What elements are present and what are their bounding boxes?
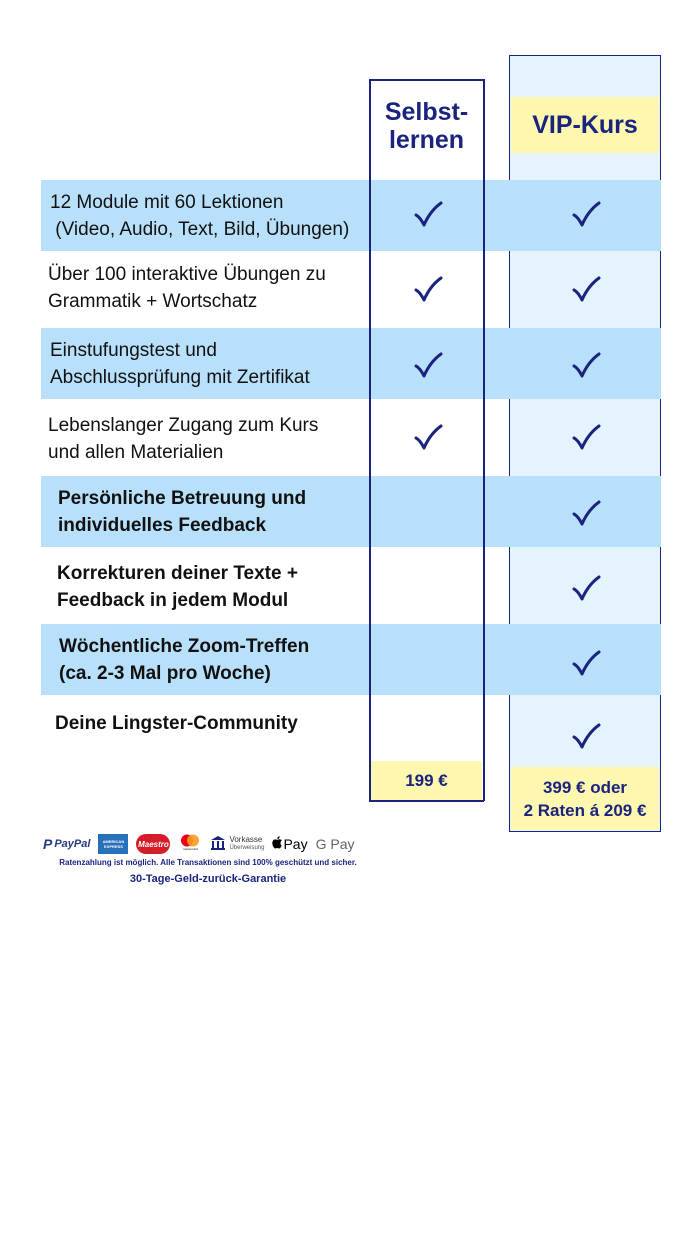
feature-8-line1: Deine Lingster-Community — [55, 713, 298, 734]
amex-logo — [98, 834, 128, 854]
feature-5-line2: individuelles Feedback — [58, 515, 267, 536]
check-icon — [571, 499, 601, 529]
self-title-line1: Selbst- — [384, 98, 469, 126]
self-column-border-left — [369, 79, 371, 801]
feature-7-line2: (ca. 2-3 Mal pro Woche) — [59, 663, 271, 684]
self-price: 199 € — [371, 761, 482, 800]
check-icon — [571, 649, 601, 679]
self-column-bg-8 — [370, 695, 483, 761]
apple-pay-text: Pay — [283, 836, 308, 852]
vip-price-line2: 2 Raten á 209 € — [523, 800, 647, 820]
check-icon — [413, 351, 443, 381]
check-icon — [571, 574, 601, 604]
feature-6-line2: Feedback in jedem Modul — [57, 590, 289, 611]
check-icon — [413, 423, 443, 453]
mastercard-text: mastercard — [182, 847, 198, 851]
feature-row-7 — [59, 633, 309, 687]
check-icon — [413, 200, 443, 230]
feature-2-line2: Grammatik + Wortschatz — [48, 291, 258, 312]
self-title-line2: lernen — [388, 126, 465, 154]
ueberweisung-text: Überweisung — [229, 845, 265, 851]
feature-7-line1: Wöchentliche Zoom-Treffen — [59, 636, 310, 657]
check-icon — [571, 351, 601, 381]
feature-4-line1: Lebenslanger Zugang zum Kurs — [48, 415, 319, 436]
check-icon — [571, 722, 601, 752]
paypal-logo: P PayPal — [43, 836, 91, 852]
feature-6-line1: Korrekturen deiner Texte + — [57, 563, 298, 584]
check-icon — [571, 423, 601, 453]
google-pay-logo — [316, 834, 355, 854]
feature-3-line2: Abschlussprüfung mit Zertifikat — [50, 367, 310, 388]
feature-row-5 — [58, 485, 306, 539]
self-column-border-top — [369, 79, 484, 81]
feature-row-1 — [50, 189, 349, 243]
amex-text: AMERICAN EXPRESS — [102, 839, 125, 849]
feature-row-6 — [57, 560, 298, 614]
maestro-logo — [136, 834, 170, 854]
maestro-text: Maestro — [138, 839, 169, 849]
bank-transfer-logo — [210, 834, 264, 854]
self-band-7 — [370, 624, 483, 695]
payment-note: Ratenzahlung ist möglich. Alle Transaktionen sind 100% geschützt und sicher. — [59, 858, 357, 867]
vip-price — [511, 767, 659, 830]
check-icon — [413, 275, 443, 305]
feature-5-line1: Persönliche Betreuung und — [58, 488, 307, 509]
self-column-bg-6 — [370, 547, 483, 624]
payment-methods — [43, 833, 355, 855]
feature-2-line1: Über 100 interaktive Übungen zu — [48, 264, 326, 285]
feature-row-3 — [50, 337, 310, 391]
self-column-title — [369, 98, 484, 154]
apple-icon — [272, 836, 283, 852]
check-icon — [571, 200, 601, 230]
apple-pay-logo — [272, 834, 307, 854]
self-column-border-bottom — [369, 800, 484, 802]
feature-1-line1: 12 Module mit 60 Lektionen — [50, 192, 284, 213]
mastercard-logo — [178, 834, 202, 854]
vip-column-title: VIP-Kurs — [511, 97, 659, 153]
feature-row-4 — [48, 412, 318, 466]
feature-row-2 — [48, 261, 326, 315]
feature-row-8 — [55, 710, 298, 737]
money-back-guarantee: 30-Tage-Geld-zurück-Garantie — [129, 873, 287, 885]
self-band-5 — [370, 476, 483, 547]
feature-4-line2: und allen Materialien — [48, 442, 224, 463]
self-column-border-right — [483, 79, 485, 801]
check-icon — [571, 275, 601, 305]
feature-1-line2: (Video, Audio, Text, Bild, Übungen) — [50, 219, 350, 240]
vip-price-line1: 399 € oder — [542, 777, 628, 797]
vorkasse-text: Vorkasse — [229, 835, 263, 844]
bank-icon — [210, 835, 226, 854]
feature-3-line1: Einstufungstest und — [50, 340, 217, 361]
google-pay-text: G Pay — [315, 836, 355, 852]
paypal-text: PayPal — [54, 838, 91, 850]
